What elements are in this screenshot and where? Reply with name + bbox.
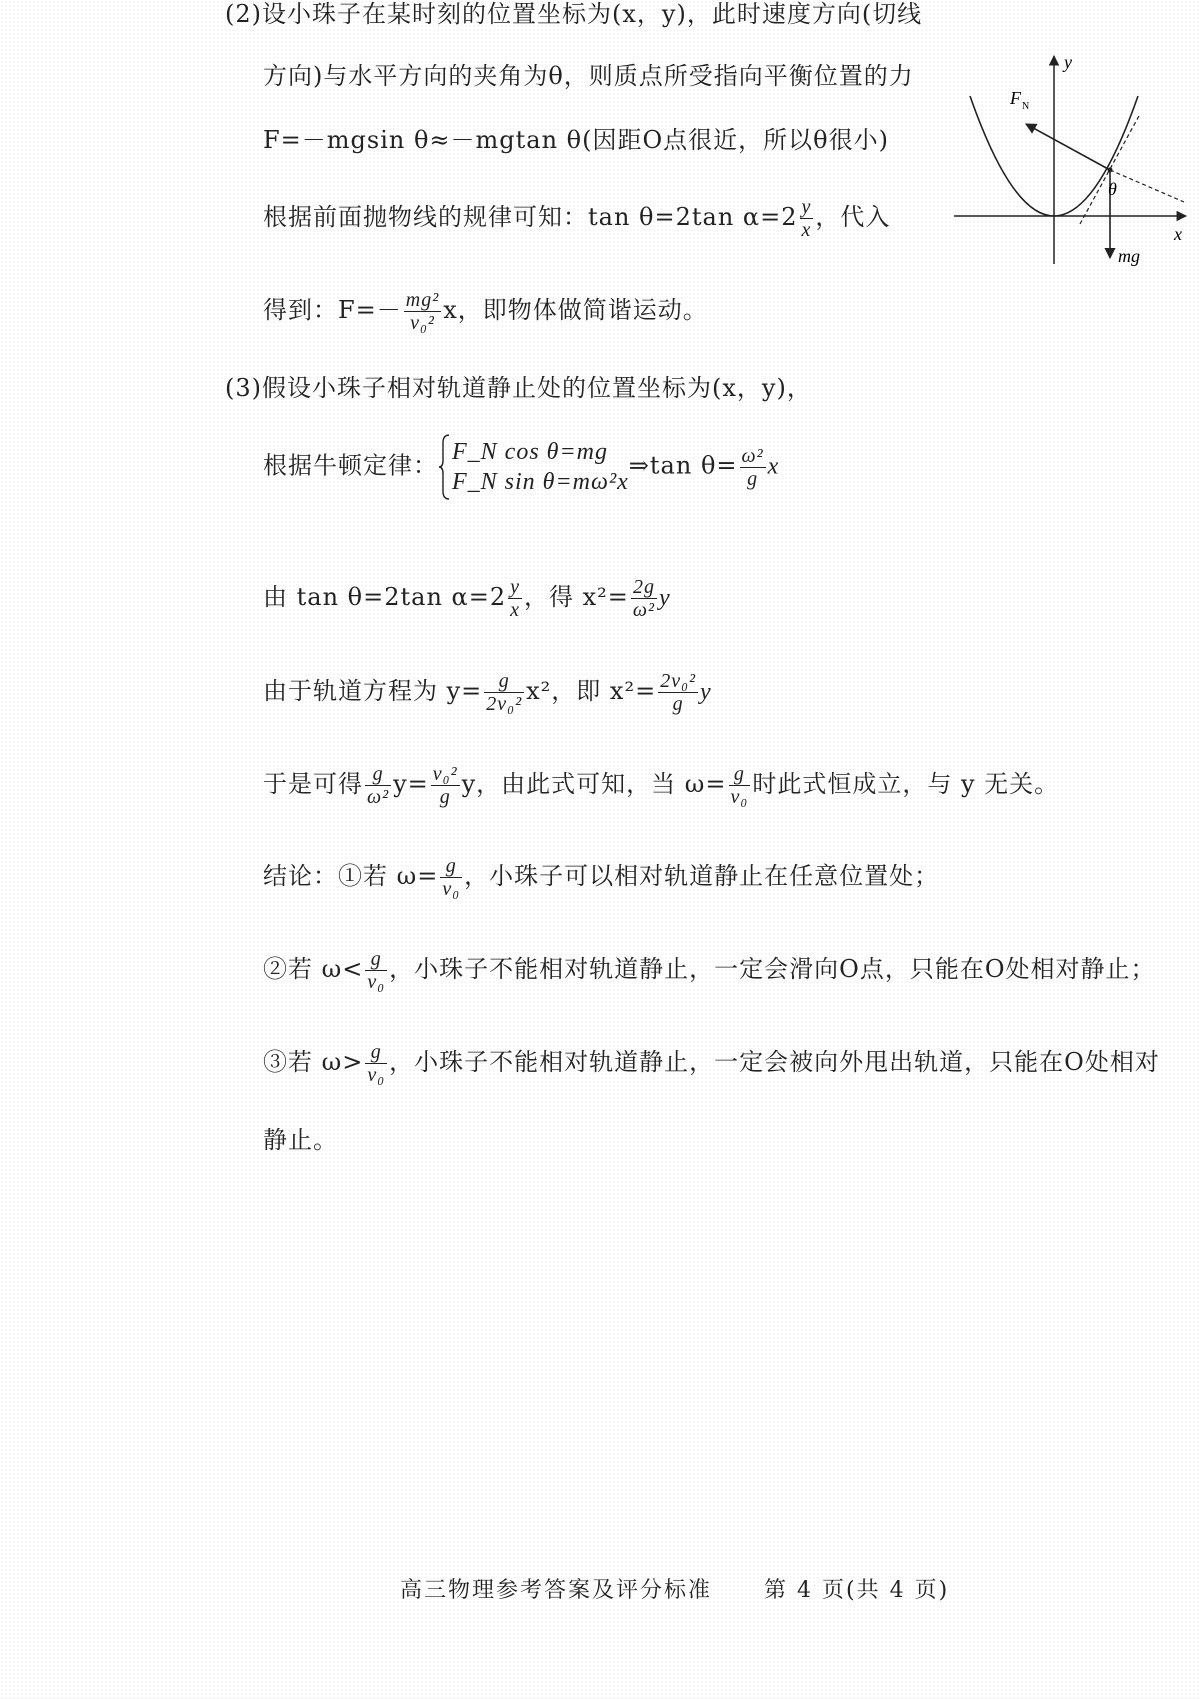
text: ，小珠子可以相对轨道静止在任意位置处； xyxy=(464,862,940,890)
numerator: g xyxy=(365,763,391,786)
p2-line-4-text: 根据前面抛物线的规律可知：tan θ=2tan α=2 xyxy=(263,203,798,231)
p3-line-5 xyxy=(263,763,1059,808)
theta-label: θ xyxy=(1108,179,1117,199)
text: ，小珠子不能相对轨道静止，一定会被向外甩出轨道，只能在O处相对 xyxy=(389,1048,1160,1076)
footer-page-number: 第 4 页(共 4 页) xyxy=(764,1578,950,1603)
conclusion-2 xyxy=(263,948,1156,993)
fn-label: F xyxy=(1010,88,1021,108)
denominator: v₀ xyxy=(367,971,386,993)
text: ③若 ω> xyxy=(263,1048,364,1076)
p2-line-4 xyxy=(263,196,890,241)
numerator: g xyxy=(365,1041,387,1064)
numerator: g xyxy=(440,855,462,878)
fraction xyxy=(658,670,698,715)
denominator: v₀ xyxy=(730,786,749,808)
denominator: g xyxy=(672,693,684,715)
text: ②若 ω< xyxy=(263,955,364,983)
fraction xyxy=(631,576,657,621)
p3-newton-system xyxy=(263,434,779,500)
text: ，小珠子不能相对轨道静止，一定会滑向O点，只能在O处相对静止； xyxy=(389,955,1156,983)
equation-2: F_N sin θ=mω²x xyxy=(452,469,629,495)
p3-line-4 xyxy=(263,670,712,715)
numerator: g xyxy=(729,763,751,786)
mg-label: mg xyxy=(1118,246,1140,266)
text: y= xyxy=(393,770,429,798)
fraction xyxy=(404,289,441,334)
text: 结论：①若 ω= xyxy=(263,862,439,890)
fraction xyxy=(729,763,751,808)
text: x²，即 x²= xyxy=(526,677,657,705)
text: y xyxy=(700,679,712,705)
fraction xyxy=(365,1041,387,1086)
bead xyxy=(1108,168,1113,173)
fn-arrow xyxy=(1026,124,1110,170)
fraction xyxy=(740,445,766,490)
text: 时此式恒成立，与 y 无关。 xyxy=(752,770,1060,798)
denominator: x xyxy=(801,219,812,241)
denominator: g xyxy=(439,786,451,808)
normal-extension xyxy=(1110,170,1184,202)
numerator: 2g xyxy=(631,576,657,599)
text: ，得 x²= xyxy=(524,583,629,611)
p2-line-4-tail: ，代入 xyxy=(815,203,891,231)
p3-line-1: (3)假设小珠子相对轨道静止处的位置坐标为(x，y)， xyxy=(225,374,812,402)
p2-line-5-text: 得到：F=－ xyxy=(263,296,402,324)
denominator: ω² xyxy=(367,786,390,808)
denominator: g xyxy=(747,467,759,490)
p2-line-5-tail: x，即物体做简谐运动。 xyxy=(443,296,708,324)
text: y xyxy=(659,585,671,611)
numerator: g xyxy=(484,670,524,693)
text: 由 tan θ=2tan α=2 xyxy=(263,583,507,611)
result-prefix: ⇒tan θ= xyxy=(628,451,738,480)
y-axis-label: y xyxy=(1064,52,1072,72)
denominator: x xyxy=(510,599,521,621)
footer-title: 高三物理参考答案及评分标准 xyxy=(400,1578,713,1603)
fraction xyxy=(484,670,524,715)
numerator: ω² xyxy=(741,444,764,467)
left-brace xyxy=(438,434,450,500)
equation-1: F_N cos θ=mg xyxy=(452,439,608,465)
fraction xyxy=(440,855,462,900)
numerator: y xyxy=(510,576,521,598)
page-footer xyxy=(400,1573,949,1604)
fraction xyxy=(508,576,522,621)
fraction xyxy=(800,196,814,241)
numerator: mg² xyxy=(405,289,440,311)
denominator: v₀ xyxy=(442,878,461,900)
numerator: v₀² xyxy=(432,763,458,785)
numerator: 2v₀² xyxy=(660,670,697,692)
conclusion-1 xyxy=(263,855,939,900)
denominator: v₀ xyxy=(367,1064,386,1086)
fn-subscript: N xyxy=(1022,101,1030,112)
numerator: g xyxy=(365,948,387,971)
numerator: y xyxy=(801,196,812,218)
text: 于是可得 xyxy=(263,770,363,798)
p2-line-5 xyxy=(263,289,708,334)
p3-line-3 xyxy=(263,576,671,621)
equation-system xyxy=(438,434,629,500)
result-suffix: x xyxy=(767,453,780,480)
denominator: ω² xyxy=(632,599,656,621)
p2-line-2: 方向)与水平方向的夹角为θ，则质点所受指向平衡位置的力 xyxy=(263,62,914,90)
fraction xyxy=(431,763,460,808)
fraction xyxy=(365,948,387,993)
fraction xyxy=(365,763,391,808)
text: 由于轨道方程为 y= xyxy=(263,677,483,705)
newton-label: 根据牛顿定律： xyxy=(263,451,438,480)
p2-line-1: (2)设小珠子在某时刻的位置坐标为(x，y)，此时速度方向(切线 xyxy=(225,0,923,28)
conclusion-3-continued: 静止。 xyxy=(263,1126,338,1154)
x-axis-label: x xyxy=(1174,224,1182,244)
force-diagram xyxy=(948,52,1198,272)
conclusion-3 xyxy=(263,1041,1160,1086)
text: y，由此式可知，当 ω= xyxy=(461,770,727,798)
denominator: v₀² xyxy=(410,312,435,334)
denominator: 2v₀² xyxy=(486,693,523,715)
p2-line-3: F=－mgsin θ≈－mgtan θ(因距O点很近，所以θ很小) xyxy=(263,126,889,154)
